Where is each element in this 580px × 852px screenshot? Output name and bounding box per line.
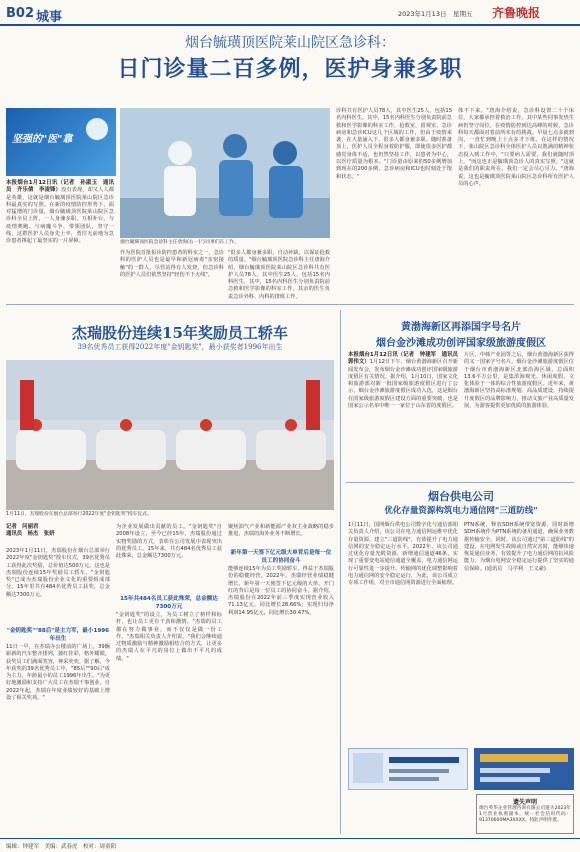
- medic-icon: [86, 118, 108, 140]
- story1-kicker: 烟台毓璜顶医院莱山院区急诊科：: [185, 35, 395, 51]
- story1-col3: "很多人都身兼多职，自动补缺，以保证抢救的质量。"烟台毓璜顶医院急诊科主任唐海介绍，烟台毓璜顶医院莱山院区急诊科共有医护人员78人，其中医生25人，包括15名内科医生，其中，15名内科医生分别负责院前急救和医学影像的科室工作，其余的医生负责急诊外科、内科的排班工作。: [228, 250, 330, 300]
- story1-photo: [120, 108, 330, 238]
- page-footer: 编辑：钟建军 美编：武春虎 校对：周童阳: [0, 838, 580, 852]
- story3-col1: 本报烟台1月12日讯（记者 钟建军 通讯员 郭伟文）1月12日下午，烟台黄渤海新区召开新闻发布会，发布烟台金沙滩成功创评国家级旅游度假区有关情况。据介绍，1月10日，国家文化和旅游部对新一批国家级旅游度假区进行了公示，烟台金沙滩旅游度假区成功入选，这是烟台在国家级旅游度假区建设方面的重要突破，也是国家公示名单中唯一一家位于山东省的度假区。: [348, 352, 464, 410]
- story3-headline: 黄渤海新区再添国字号名片: [401, 322, 521, 333]
- page-header: [0, 0, 580, 26]
- column-rule: [340, 310, 341, 834]
- story1-headline: 日门诊量二百多例，医护身兼多职: [117, 56, 463, 82]
- medical-staff-image: [120, 108, 330, 238]
- ad-banner: [348, 748, 468, 790]
- story4-col2: PTN系统，释放SDH系统带宽资源，同时新增SDH系统作为PTN系统的备用通道，确保业务数据传输安全。同时，该公司通过"第三道防线"的建设，在电网发生故障或自然灾害时，能够快速恢复通信业务，有效提升了电力通信网的抗风险能力，为烟台电网安全稳定运行提供了坚实的通信保障。(通讯员 马学利 王义豪): [464, 522, 574, 572]
- story2-photo-caption: 1月11日，杰瑞股份在烟台总部举行2022年度"金钥匙奖"授车仪式。: [6, 512, 152, 517]
- story2-sec2: 15年共484名员工获此殊荣，总金额达7300万元: [120, 596, 218, 610]
- story1-col5: 体不下来。"唐海介绍说，急诊科设置二十个床位，大家都承担着救治工作。其中某些同事发热生病仍坚守岗位。在疫情防控到达高峰的时候，急诊科每天都面对着前所未有的挑战。早晨七点多就到岗，一直忙到晚上十点多才下班。在这样的情况下，莱山院区急诊科全体医护人员以饱满的精神状态投入到工作中，"只要病人需要，我们就随时顶上。"而这也正是毓璜顶急诊人的真实写照。"这就是我们的职责所在，我们一定会尽心尽力。"唐海说，这也是毓璜顶医院莱山院区急诊科所有医护人员的心声。: [458, 108, 574, 187]
- story2-sec3: 新年第一天签下亿元级大单背后是每一位员工的协同奋斗: [230, 550, 332, 564]
- divider: [346, 482, 574, 483]
- story1-badge-image: [6, 108, 116, 176]
- story3-subhead: 烟台金沙滩成功创评国家级旅游度假区: [376, 338, 546, 349]
- story4-headline: 烟台供电公司: [428, 490, 494, 503]
- page-code: B02: [6, 6, 34, 21]
- ad-banner-right: [474, 748, 574, 790]
- story1-col1: 本报烟台1月12日讯（记者 孙淑玉 通讯员 齐乐倩 李凌锋）没有表现，却又人人都是英雄，这就是烟台毓璜顶医院莱山院区急诊科最真实的写照。在新的疫情防控形势下，面对猛增的门诊量，烟台毓璜顶医院莱山院区急诊科全员上阵，一人身兼多职，互相补台，与疫情赛跑、与病魔斗争，带领团队，坚守一线，这群医护人员身先士卒，勇往无前地为急诊患者撑起了最坚实的一片屏障。: [6, 180, 114, 245]
- notice-body: 烟台英华企业管理咨询有限公司遗失2023年1月营业执照副本，统一社会信用代码：91370600MA3XXXX，特此声明作废。: [479, 806, 571, 823]
- issue-date: 2023年1月13日 星期五: [398, 10, 473, 18]
- story2-col1: 2023年1月11日，杰瑞股份在烟台总部举行2022年度"金钥匙奖"授车仪式，39名优秀员工获得此次奖励，总价值达500万元。这也是杰瑞股份连续15年奖励员工轿车。"金钥匙奖"已成为杰瑞股份企业文化的重要组成部分。15年里共有484名优秀员工获奖，总金额达7300万元。: [6, 548, 110, 598]
- story1-col2: 作为医院首批报诊防控患者的科室之一，急诊科的医护人员也是最早和新冠病毒"亲密接触"的一群人，尽管站得有人发烧，但急诊科的医护人员们依然坚持"轻伤不下火线"。: [120, 250, 224, 278]
- story2-headline: 杰瑞股份连续15年奖励员工轿车: [72, 324, 288, 342]
- story2-photo: [6, 360, 334, 510]
- story2-byline: 记者 问丽君 通讯员 杨杰 张妍: [6, 524, 55, 538]
- story2-col3: 聚焦油气产业和新能源产业双主业战略的稳步推进，杰瑞的海外业务不断增长。: [228, 524, 334, 538]
- story1-photo-caption: 烟台毓璜顶医院急诊科主任唐海(右一)与同事们在工作。: [120, 240, 239, 245]
- story2-col2: 为企业发展做出贡献的员工。"金钥匙奖"自2008年设立，至今已经15年，杰瑞股份通过实物奖励的方式，表彰在公司发展中表现突出的优秀员工。15年来，共有484名优秀员工获此殊荣，总金额达7300万元。: [116, 524, 222, 560]
- newspaper-logo: 齐鲁晚报: [492, 6, 541, 20]
- story1-col4: 诊科共有医护人员78人，其中医生25人，包括15名内科医生。其中，15名内科医生分别负责院前急救和医学影像的科室工作，抢救室，留观室，急诊病房和急诊ICU这几个区域的工作，但由于疫情来袭，在大量涌入下，很多人都身兼多职。随时准备顶上，医护人员全程身着防护服，即使很多医护都感觉身体不适，也仍然坚持工作，以患者为中心，以医疗质量为根本。"门诊量由原来的50多例增加到现在的200多例，急诊病房和ICU也时刻处于饱和状态。": [336, 108, 452, 180]
- divider: [6, 304, 574, 305]
- ad-graphic: [349, 749, 467, 789]
- story4-col1: 1月11日，国网烟台供电公司数字化与通信部相关负责人介绍，该公司在电力通信网运维中优化存量资源，建立"三道防线"，有效提升了电力通信网的安全稳定运行水平。2022年，该公司通过优化存量光缆资源，新增通信通道46条，实现了重要变电站通信通道全覆盖，电力通信网运行可靠性进一步提升。传输网的优化调整影响着电力通信网的安全稳定运行，为此，该公司成立专项工作组，对全市通信网资源进行全面梳理。: [348, 522, 458, 587]
- story2-col1b: 11日一早，在杰瑞办公楼前的广场上，39辆崭新的汽车整齐排列，披红挂彩，格外耀眼。获奖员工们满面笑容，神采奕奕。据了解，今年获奖的39名优秀员工中，"85后""90后"成为主力，年龄最小的员工1996年出生。"为更好地激励和支持广大员工在杰瑞干事创业，自2022年起，杰瑞在年度业绩较好的基础上增设了相关奖项。": [6, 644, 110, 702]
- notice-title: 遗失声明: [512, 799, 537, 806]
- story4-subhead: 优化存量资源构筑电力通信网"三道防线": [384, 506, 538, 516]
- story2-sec1: "金钥匙奖""88后"是主力军，最小1996年出生: [6, 628, 110, 642]
- badge-text: 坚强的"医"靠: [12, 134, 73, 145]
- story2-subhead: 39名优秀员工获得2022年度"金钥匙奖"，最小获奖者1996年出生: [77, 343, 283, 351]
- story2-col3b: 能够连续15年为员工奖励轿车，得益于杰瑞股份的稳健经营。2022年，杰瑞经营业绩稳健增长，新年第一天便签下亿元级的大单，开门红的背后是每一位员工的协同奋斗。据介绍，杰瑞股份在2022年前三季度实现营业收入71.13亿元，同比增长28.66%；实现归母净利润14.95亿元，同比增长30.47%。: [228, 566, 334, 616]
- notice-box: [476, 794, 574, 834]
- story3-col2: 片区，中韩产业园等之后，烟台黄渤海新区获得的又一国家字号名片。烟台金沙滩旅游度假区位于烟台市黄渤海新区北部沿海区域，总面积13.6平方公里，是集滨海观光、休闲度假、文化体验于一体的综合性旅游度假区。近年来，黄渤海新区坚持高标准规划、高品质建设，持续提升度假区的品牌影响力，推动文旅产业高质量发展，为游客提供更加优质的旅游体验。: [464, 352, 574, 410]
- ad-graphic: [474, 748, 574, 790]
- story2-col2b: "金钥匙奖"的设立，为员工树立了榜样和标杆，也让员工更有干劲和激情。"杰瑞的员工都在努力做事业，而不仅仅是做一份工作。"杰瑞相关负责人介绍说，"我们会继续通过物质激励与精神激励相结合的方式，让更多的杰瑞人在平凡的岗位上做出不平凡的成绩。": [116, 612, 222, 662]
- car-ceremony-image: [6, 360, 334, 510]
- section-name: 城事: [36, 10, 63, 25]
